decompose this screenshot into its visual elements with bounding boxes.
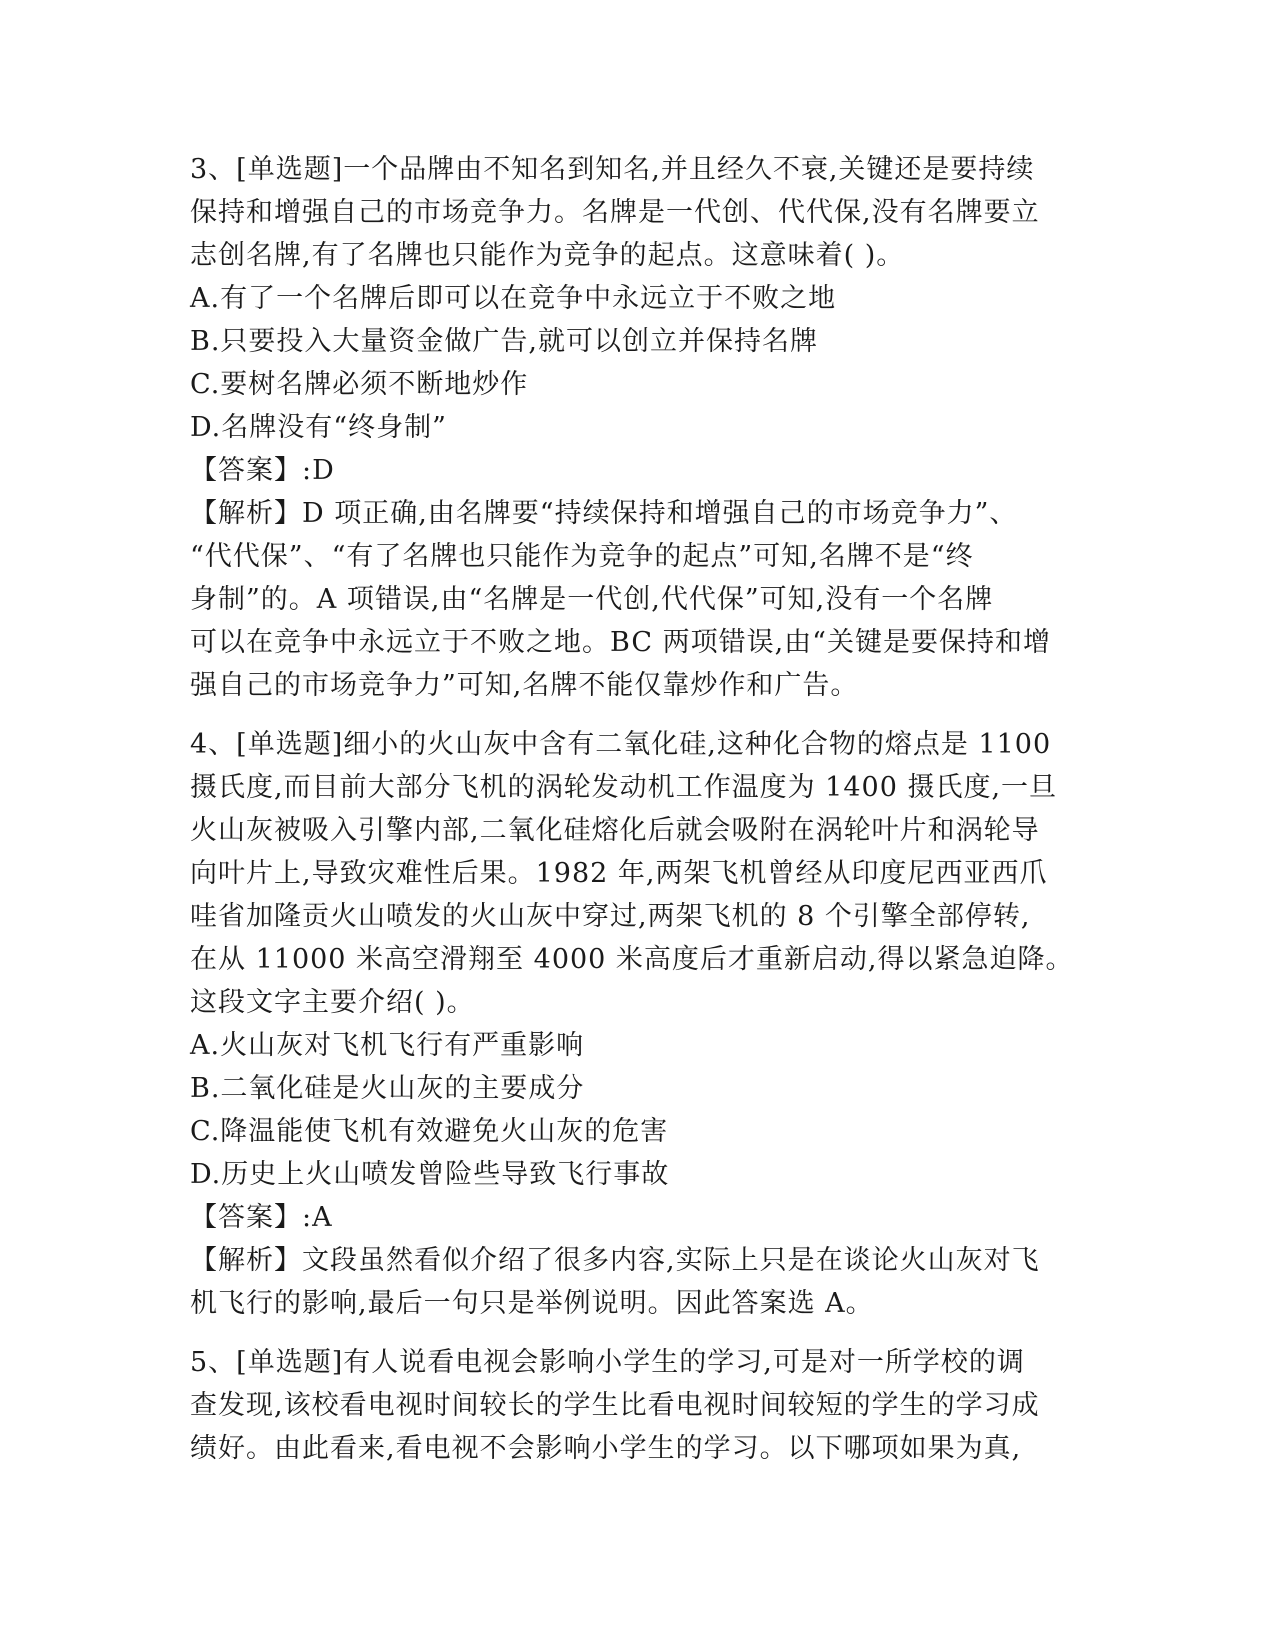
option-d: D.名牌没有“终身制”: [190, 412, 447, 443]
question-spacer: [190, 1325, 1090, 1341]
option-a: A.火山灰对飞机飞行有严重影响: [190, 1030, 585, 1061]
question-stem-line: 这段文字主要介绍( )。: [190, 987, 475, 1018]
question-stem-line: 绩好。由此看来,看电视不会影响小学生的学习。以下哪项如果为真,: [190, 1433, 1022, 1464]
answer: 【答案】:A: [190, 1202, 333, 1233]
question-stem-line: 3、[单选题]一个品牌由不知名到知名,并且经久不衰,关键还是要持续: [190, 154, 1035, 185]
question-stem-line: 向叶片上,导致灾难性后果。1982 年,两架飞机曾经从印度尼西亚西爪: [190, 858, 1048, 889]
question-stem-line: 4、[单选题]细小的火山灰中含有二氧化硅,这种化合物的熔点是 1100: [190, 729, 1052, 760]
analysis-line: 机飞行的影响,最后一句只是举例说明。因此答案选 A。: [190, 1288, 874, 1319]
question-stem-line: 志创名牌,有了名牌也只能作为竞争的起点。这意味着( )。: [190, 240, 905, 271]
answer: 【答案】:D: [190, 455, 335, 486]
analysis-line: 强自己的市场竞争力”可知,名牌不能仅靠炒作和广告。: [190, 670, 859, 701]
question-stem-line: 火山灰被吸入引擎内部,二氧化硅熔化后就会吸附在涡轮叶片和涡轮导: [190, 815, 1040, 846]
question-spacer: [190, 707, 1090, 723]
question-stem-line: 查发现,该校看电视时间较长的学生比看电视时间较短的学生的学习成: [190, 1390, 1040, 1421]
analysis-line: 身制”的。A 项错误,由“名牌是一代创,代代保”可知,没有一个名牌: [190, 584, 994, 615]
question-3: [190, 148, 1090, 707]
option-c: C.要树名牌必须不断地炒作: [190, 369, 529, 400]
question-stem-line: 5、[单选题]有人说看电视会影响小学生的学习,可是对一所学校的调: [190, 1347, 1025, 1378]
analysis-line: “代代保”、“有了名牌也只能作为竞争的起点”可知,名牌不是“终: [190, 541, 974, 572]
option-d: D.历史上火山喷发曾险些导致飞行事故: [190, 1159, 670, 1190]
question-stem-line: 在从 11000 米高空滑翔至 4000 米高度后才重新启动,得以紧急迫降。: [190, 944, 1074, 975]
option-b: B.二氧化硅是火山灰的主要成分: [190, 1073, 585, 1104]
question-4: [190, 723, 1090, 1325]
question-5: [190, 1341, 1090, 1470]
option-b: B.只要投入大量资金做广告,就可以创立并保持名牌: [190, 326, 819, 357]
analysis-line: 可以在竞争中永远立于不败之地。BC 两项错误,由“关键是要保持和增: [190, 627, 1051, 658]
option-a: A.有了一个名牌后即可以在竞争中永远立于不败之地: [190, 283, 837, 314]
question-stem-line: 摄氏度,而目前大部分飞机的涡轮发动机工作温度为 1400 摄氏度,一旦: [190, 772, 1058, 803]
analysis-line: 【解析】D 项正确,由名牌要“持续保持和增强自己的市场竞争力”、: [190, 498, 1018, 529]
question-stem-line: 保持和增强自己的市场竞争力。名牌是一代创、代代保,没有名牌要立: [190, 197, 1040, 228]
option-c: C.降温能使飞机有效避免火山灰的危害: [190, 1116, 669, 1147]
question-stem-line: 哇省加隆贡火山喷发的火山灰中穿过,两架飞机的 8 个引擎全部停转,: [190, 901, 1031, 932]
analysis-line: 【解析】文段虽然看似介绍了很多内容,实际上只是在谈论火山灰对飞: [190, 1245, 1040, 1276]
question-list: [190, 148, 1090, 1470]
